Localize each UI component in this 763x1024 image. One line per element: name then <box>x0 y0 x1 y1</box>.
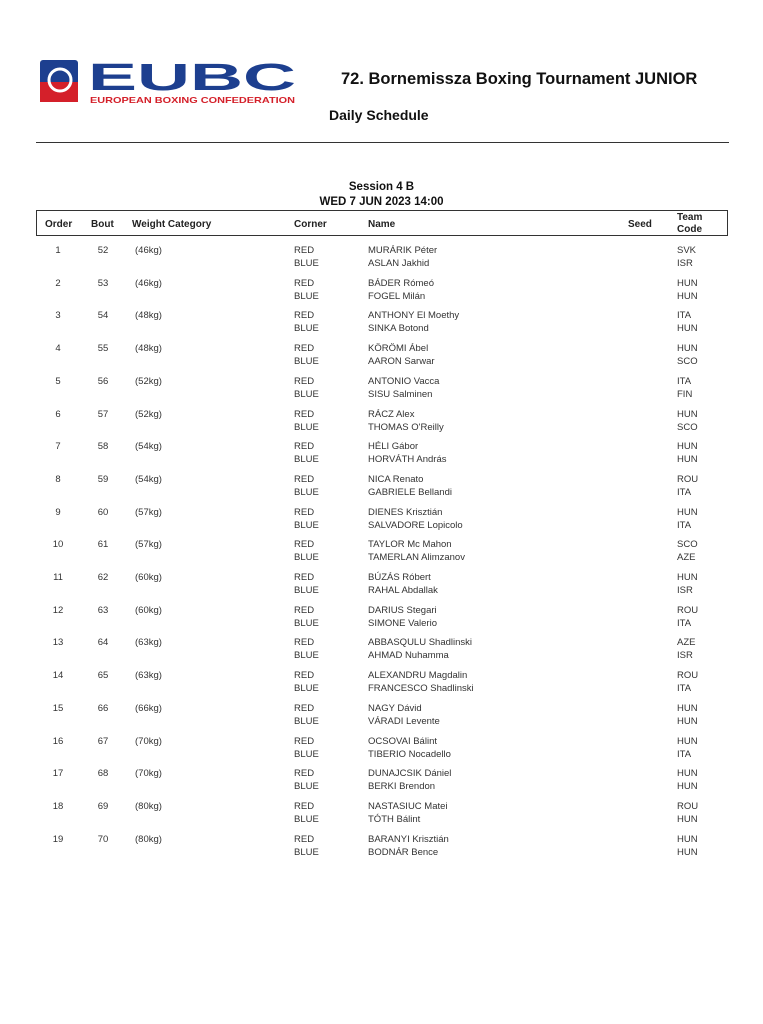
blue-corner: BLUE <box>294 421 319 433</box>
blue-corner: BLUE <box>294 356 319 368</box>
red-corner: RED <box>294 539 315 551</box>
bout-cell: 55 <box>97 343 109 355</box>
header-order: Order <box>45 219 73 230</box>
red-corner: RED <box>294 408 315 420</box>
session-label: Session 4 B <box>348 181 415 193</box>
blue-team-code: HUN <box>677 715 698 727</box>
red-team-code: ROU <box>677 800 699 812</box>
red-boxer-name: ALEXANDRU Magdalin <box>368 670 468 682</box>
order-cell: 8 <box>55 473 61 485</box>
bout-row <box>0 702 763 730</box>
bout-cell: 64 <box>97 637 109 649</box>
blue-team-code: HUN <box>677 323 698 335</box>
red-boxer-name: TAYLOR Mc Mahon <box>368 539 452 551</box>
red-boxer-name: ANTONIO Vacca <box>368 375 440 387</box>
weight-cell: (52kg) <box>135 408 162 420</box>
red-team-code: ROU <box>677 604 699 616</box>
red-team-code: ITA <box>677 310 692 322</box>
table-header <box>36 210 728 236</box>
blue-team-code: AZE <box>677 552 696 564</box>
blue-team-code: ITA <box>677 683 692 695</box>
eubc-logo <box>38 58 298 108</box>
blue-boxer-name: BERKI Brendon <box>368 781 436 793</box>
red-corner: RED <box>294 572 315 583</box>
blue-team-code: SCO <box>677 421 698 433</box>
bout-cell: 63 <box>97 604 109 616</box>
order-cell: 15 <box>52 702 64 714</box>
blue-corner: BLUE <box>294 486 319 498</box>
red-team-code: ROU <box>677 670 699 682</box>
red-team-code: HUN <box>677 702 698 714</box>
blue-corner: BLUE <box>294 323 319 335</box>
header-seed: Seed <box>628 219 652 230</box>
bout-cell: 68 <box>97 768 109 780</box>
header-weight: Weight Category <box>132 219 212 230</box>
weight-cell: (80kg) <box>135 833 162 845</box>
tournament-title: 72. Bornemissza Boxing Tournament JUNIOR <box>341 70 698 88</box>
bout-cell: 70 <box>97 833 109 845</box>
bout-row <box>0 735 763 763</box>
red-boxer-name: ABBASQULU Shadlinski <box>368 637 473 649</box>
red-boxer-name: BARANYI Krisztián <box>368 833 449 845</box>
bout-row <box>0 538 763 566</box>
red-team-code: ITA <box>677 375 692 387</box>
red-corner: RED <box>294 637 315 649</box>
blue-corner: BLUE <box>294 585 319 596</box>
order-cell: 2 <box>55 277 61 289</box>
bout-cell: 58 <box>97 441 109 453</box>
blue-boxer-name: TAMERLAN Alimzanov <box>368 552 465 564</box>
blue-boxer-name: VÁRADI Levente <box>368 715 440 727</box>
bout-row <box>0 636 763 664</box>
blue-boxer-name: SISU Salminen <box>368 388 433 400</box>
red-corner: RED <box>294 768 315 780</box>
bout-cell: 65 <box>97 670 109 682</box>
weight-cell: (63kg) <box>135 637 162 649</box>
blue-team-code: HUN <box>677 290 698 302</box>
blue-corner: BLUE <box>294 552 319 564</box>
blue-boxer-name: BODNÁR Bence <box>368 846 439 858</box>
header-bout: Bout <box>91 219 114 230</box>
blue-boxer-name: SIMONE Valerio <box>368 617 437 629</box>
order-cell: 7 <box>55 441 61 453</box>
red-corner: RED <box>294 310 315 322</box>
svg-text:EUROPEAN BOXING CONFEDERATION: EUROPEAN BOXING CONFEDERATION <box>90 95 295 105</box>
red-corner: RED <box>294 833 315 845</box>
red-boxer-name: DARIUS Stegari <box>368 604 437 616</box>
order-cell: 18 <box>52 800 64 812</box>
red-boxer-name: MURÁRIK Péter <box>368 245 438 256</box>
header-code: Code <box>677 224 702 235</box>
blue-team-code: ISR <box>677 585 693 596</box>
red-corner: RED <box>294 702 315 714</box>
blue-team-code: ISR <box>677 258 693 269</box>
order-cell: 4 <box>55 343 61 355</box>
order-cell: 5 <box>55 375 61 387</box>
red-boxer-name: NAGY Dávid <box>368 702 422 714</box>
bout-cell: 60 <box>97 506 109 518</box>
order-cell: 3 <box>55 310 61 322</box>
blue-team-code: HUN <box>677 781 698 793</box>
blue-boxer-name: ASLAN Jakhid <box>368 258 430 269</box>
red-boxer-name: HÉLI Gábor <box>368 441 419 453</box>
blue-team-code: HUN <box>677 846 698 858</box>
blue-boxer-name: AARON Sarwar <box>368 356 435 368</box>
weight-cell: (66kg) <box>135 702 162 714</box>
red-boxer-name: BÁDER Rómeó <box>368 277 434 289</box>
red-corner: RED <box>294 473 315 485</box>
blue-team-code: HUN <box>677 813 698 825</box>
bout-cell: 61 <box>97 539 109 551</box>
red-boxer-name: DIENES Krisztián <box>368 506 443 518</box>
red-corner: RED <box>294 245 315 256</box>
weight-cell: (52kg) <box>135 375 162 387</box>
red-team-code: AZE <box>677 637 696 649</box>
blue-team-code: ITA <box>677 617 692 629</box>
red-team-code: ROU <box>677 473 699 485</box>
red-boxer-name: NICA Renato <box>368 473 424 485</box>
blue-corner: BLUE <box>294 781 319 793</box>
blue-boxer-name: TÓTH Bálint <box>368 813 421 825</box>
bout-row <box>0 473 763 501</box>
order-cell: 11 <box>53 572 63 583</box>
bout-cell: 57 <box>97 408 109 420</box>
bout-cell: 67 <box>97 735 109 747</box>
bout-cell: 62 <box>97 572 109 583</box>
red-corner: RED <box>294 670 315 682</box>
blue-boxer-name: FRANCESCO Shadlinski <box>368 683 474 695</box>
bout-row <box>0 833 763 861</box>
weight-cell: (80kg) <box>135 800 162 812</box>
weight-cell: (70kg) <box>135 768 162 780</box>
red-team-code: SCO <box>677 539 698 551</box>
blue-corner: BLUE <box>294 748 319 760</box>
order-cell: 13 <box>52 637 64 649</box>
order-cell: 19 <box>52 833 64 845</box>
order-cell: 1 <box>55 245 61 256</box>
blue-corner: BLUE <box>294 683 319 695</box>
blue-boxer-name: GABRIELE Bellandi <box>368 486 452 498</box>
bout-row <box>0 309 763 337</box>
red-corner: RED <box>294 735 315 747</box>
blue-corner: BLUE <box>294 258 319 269</box>
red-boxer-name: BÚZÁS Róbert <box>368 572 431 583</box>
order-cell: 14 <box>52 670 64 682</box>
blue-team-code: SCO <box>677 356 698 368</box>
bout-cell: 59 <box>97 473 109 485</box>
bout-row <box>0 767 763 795</box>
bout-row <box>0 375 763 403</box>
bout-row <box>0 277 763 305</box>
bout-row <box>0 342 763 370</box>
weight-cell: (46kg) <box>135 277 162 289</box>
bout-row <box>0 440 763 468</box>
weight-cell: (57kg) <box>135 539 162 551</box>
bout-cell: 52 <box>97 245 109 256</box>
blue-team-code: ITA <box>677 519 692 531</box>
red-team-code: HUN <box>677 735 698 747</box>
svg-text:EUBC: EUBC <box>88 58 296 99</box>
red-corner: RED <box>294 343 315 355</box>
red-team-code: SVK <box>677 245 697 256</box>
blue-boxer-name: TIBERIO Nocadello <box>368 748 451 760</box>
session-date: WED 7 JUN 2023 14:00 <box>319 196 444 208</box>
red-corner: RED <box>294 441 315 453</box>
red-corner: RED <box>294 277 315 289</box>
bout-cell: 53 <box>97 277 109 289</box>
blue-corner: BLUE <box>294 715 319 727</box>
weight-cell: (60kg) <box>135 604 162 616</box>
order-cell: 12 <box>52 604 64 616</box>
blue-boxer-name: HORVÁTH András <box>368 454 447 466</box>
red-corner: RED <box>294 604 315 616</box>
blue-corner: BLUE <box>294 388 319 400</box>
weight-cell: (48kg) <box>135 310 162 322</box>
red-boxer-name: DUNAJCSIK Dániel <box>368 768 452 780</box>
weight-cell: (70kg) <box>135 735 162 747</box>
weight-cell: (60kg) <box>135 572 162 583</box>
order-cell: 6 <box>55 408 61 420</box>
blue-team-code: FIN <box>677 388 693 400</box>
order-cell: 9 <box>55 506 61 518</box>
bout-cell: 69 <box>97 800 109 812</box>
blue-team-code: ITA <box>677 486 692 498</box>
header-team: Team <box>677 212 703 223</box>
header-name: Name <box>368 219 396 230</box>
bout-cell: 56 <box>97 375 109 387</box>
blue-corner: BLUE <box>294 290 319 302</box>
blue-team-code: HUN <box>677 454 698 466</box>
red-boxer-name: KÖRÖMI Ábel <box>368 343 429 355</box>
weight-cell: (54kg) <box>135 473 162 485</box>
blue-boxer-name: SALVADORE Lopicolo <box>368 519 463 531</box>
blue-team-code: ISR <box>677 650 693 662</box>
blue-corner: BLUE <box>294 454 319 466</box>
red-boxer-name: NASTASIUC Matei <box>368 800 448 812</box>
bout-row <box>0 800 763 828</box>
red-team-code: HUN <box>677 408 698 420</box>
order-cell: 16 <box>52 735 64 747</box>
bout-row <box>0 408 763 436</box>
blue-boxer-name: AHMAD Nuhamma <box>368 650 449 662</box>
blue-team-code: ITA <box>677 748 692 760</box>
blue-corner: BLUE <box>294 813 319 825</box>
blue-corner: BLUE <box>294 846 319 858</box>
weight-cell: (54kg) <box>135 441 162 453</box>
order-cell: 10 <box>52 539 64 551</box>
bout-row <box>0 571 763 599</box>
blue-boxer-name: FOGEL Milán <box>368 290 426 302</box>
red-corner: RED <box>294 375 315 387</box>
weight-cell: (63kg) <box>135 670 162 682</box>
page-subtitle: Daily Schedule <box>329 107 429 123</box>
bout-cell: 54 <box>97 310 109 322</box>
red-corner: RED <box>294 506 315 518</box>
red-team-code: HUN <box>677 768 698 780</box>
blue-boxer-name: THOMAS O'Reilly <box>368 421 444 433</box>
weight-cell: (46kg) <box>135 245 162 256</box>
weight-cell: (48kg) <box>135 343 162 355</box>
divider <box>36 142 729 143</box>
blue-corner: BLUE <box>294 519 319 531</box>
bout-row <box>0 604 763 632</box>
bout-row <box>0 244 763 272</box>
blue-boxer-name: SINKA Botond <box>368 323 429 335</box>
red-team-code: HUN <box>677 343 698 355</box>
red-team-code: HUN <box>677 833 698 845</box>
red-team-code: HUN <box>677 277 698 289</box>
red-team-code: HUN <box>677 441 698 453</box>
red-boxer-name: RÁCZ Alex <box>368 408 415 420</box>
blue-boxer-name: RAHAL Abdallak <box>368 585 438 596</box>
bout-cell: 66 <box>97 702 109 714</box>
order-cell: 17 <box>52 768 64 780</box>
red-boxer-name: OCSOVAI Bálint <box>368 735 437 747</box>
weight-cell: (57kg) <box>135 506 162 518</box>
red-boxer-name: ANTHONY El Moethy <box>368 310 460 322</box>
red-team-code: HUN <box>677 572 698 583</box>
bout-row <box>0 669 763 697</box>
bout-row <box>0 506 763 534</box>
red-corner: RED <box>294 800 315 812</box>
blue-corner: BLUE <box>294 650 319 662</box>
header-corner: Corner <box>294 219 327 230</box>
blue-corner: BLUE <box>294 617 319 629</box>
red-team-code: HUN <box>677 506 698 518</box>
